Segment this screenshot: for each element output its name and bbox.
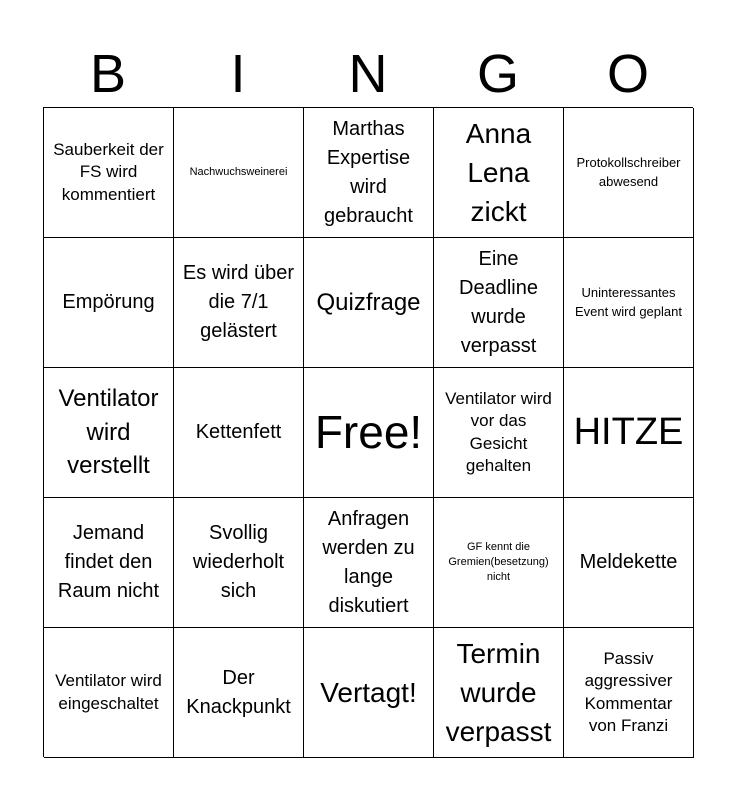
bingo-cell[interactable]: Ventilator wird vor das Gesicht gehalten (434, 368, 564, 498)
bingo-cell[interactable]: Sauberkeit der FS wird kommentiert (44, 108, 174, 238)
bingo-cell[interactable]: Nachwuchsweinerei (174, 108, 304, 238)
header-letter-g: G (476, 44, 519, 104)
bingo-cell[interactable]: Anna Lena zickt (434, 108, 564, 238)
bingo-cell[interactable]: Empörung (44, 238, 174, 368)
bingo-cell[interactable]: Ventilator wird verstellt (44, 368, 174, 498)
bingo-cell[interactable]: Anfragen werden zu lange diskutiert (304, 498, 434, 628)
bingo-cell[interactable]: Der Knackpunkt (174, 628, 304, 758)
bingo-cell[interactable]: Marthas Expertise wird gebraucht (304, 108, 434, 238)
bingo-header (43, 40, 693, 108)
bingo-cell[interactable]: Ventilator wird eingeschaltet (44, 628, 174, 758)
bingo-cell[interactable]: Vertagt! (304, 628, 434, 758)
header-letter-b: B (89, 44, 127, 104)
bingo-cell[interactable]: GF kennt die Gremien(besetzung) nicht (434, 498, 564, 628)
bingo-cell[interactable]: Meldekette (564, 498, 694, 628)
bingo-cell[interactable]: Passiv aggressiver Kommentar von Franzi (564, 628, 694, 758)
bingo-cell[interactable]: Termin wurde verpasst (434, 628, 564, 758)
header-letter-i: I (230, 44, 246, 104)
bingo-board (43, 107, 693, 757)
bingo-cell[interactable]: HITZE (564, 368, 694, 498)
free-cell[interactable]: Free! (304, 368, 434, 498)
bingo-cell[interactable]: Protokollschreiber abwesend (564, 108, 694, 238)
bingo-cell[interactable]: Uninteressantes Event wird geplant (564, 238, 694, 368)
header-letter-o: O (606, 44, 649, 104)
bingo-cell[interactable]: Svollig wiederholt sich (174, 498, 304, 628)
bingo-cell[interactable]: Quizfrage (304, 238, 434, 368)
bingo-cell[interactable]: Eine Deadline wurde verpasst (434, 238, 564, 368)
bingo-cell[interactable]: Kettenfett (174, 368, 304, 498)
bingo-cell[interactable]: Es wird über die 7/1 gelästert (174, 238, 304, 368)
bingo-cell[interactable]: Jemand findet den Raum nicht (44, 498, 174, 628)
header-letter-n: N (348, 44, 388, 104)
